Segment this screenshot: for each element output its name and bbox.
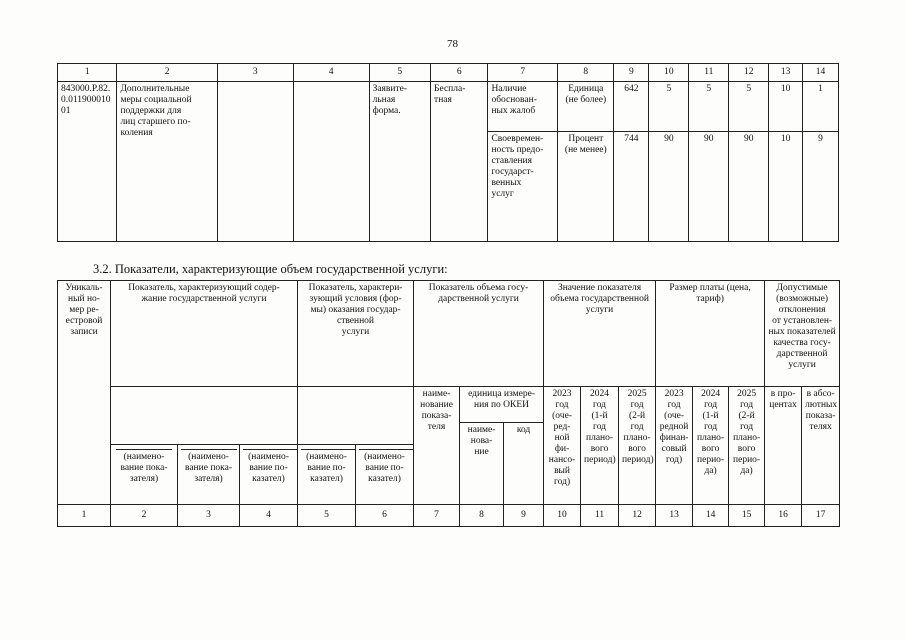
blank-line [301,449,356,450]
content-subheader: (наимено- вание по- казател) [240,445,298,505]
section-title: 3.2. Показатели, характеризующие объем государственной услуги: [93,262,448,276]
deviation-absolute-header: в абсо- лютных показа- телях [802,387,840,505]
value-2024: 90 [689,132,729,242]
content-cell-empty [293,82,369,242]
col-number: 6 [356,505,414,527]
col-number: 3 [217,64,293,82]
okei-code: 744 [614,132,649,242]
col-number: 7 [488,64,558,82]
registry-number: 843000.Р.82. 0.011900010 01 [58,82,117,242]
unit-code-header: код [504,423,544,505]
blank-line [116,449,172,450]
col-number: 8 [460,505,504,527]
conditions-header-spacer [298,387,414,445]
unit-header: единица измере- ния по ОКЕИ [460,387,544,423]
col-number: 7 [414,505,460,527]
header-row [58,281,840,387]
deviation-percent-header: в про- центах [765,387,802,505]
col-number: 11 [689,64,729,82]
col-number: 11 [581,505,619,527]
blank-line [181,449,237,450]
col-number: 17 [802,505,840,527]
page-number: 78 [447,38,458,50]
content-header-spacer [111,387,298,445]
deviation-percent: 10 [769,132,803,242]
col-number: 14 [803,64,839,82]
value-2024: 5 [689,82,729,132]
service-name: Дополнительные меры социальной поддержки для лиц старшего по- коления [117,82,217,242]
indicator-unit: Процент (не менее) [558,132,614,242]
indicator-name: Наличие обоснован- ных жалоб [488,82,558,132]
content-cell-empty [217,82,293,242]
value-2023-header: 2023 год (оче- ред- ной фи- нансо- вый год) [544,387,581,505]
header-row [58,387,840,423]
fee-2025-header: 2025 год (2-й год плано- вого перио- да) [729,387,765,505]
volume-indicators-table [57,280,840,527]
column-number-row [58,505,840,527]
value-2025: 90 [729,132,769,242]
col-number: 2 [117,64,217,82]
deviation-absolute: 9 [803,132,839,242]
quality-indicators-table [57,63,839,242]
unique-number-header: Уникаль- ный но- мер ре- естровой записи [58,281,111,505]
conditions-subheader: (наимено- вание по- казател) [298,445,356,505]
col-number: 14 [693,505,729,527]
indicator-unit: Единица (не более) [558,82,614,132]
col-number: 4 [293,64,369,82]
col-number: 13 [769,64,803,82]
blank-line [243,449,298,450]
column-number-row [58,64,839,82]
col-number: 1 [58,505,111,527]
unit-name-header: наиме- нова- ние [460,423,504,505]
col-number: 2 [111,505,178,527]
col-number: 6 [431,64,488,82]
fee-2023-header: 2023 год (оче- редной финан- совый год) [656,387,693,505]
service-form: Заявите- льная форма. [369,82,430,242]
col-number: 9 [614,64,649,82]
value-2023: 90 [649,132,689,242]
col-number: 4 [240,505,298,527]
deviation-header: Допустимые (возможные) отклонения от установлен- ных показателей качества госу- дарственной услуги [765,281,840,387]
col-number: 5 [298,505,356,527]
col-number: 1 [58,64,117,82]
value-header: Значение показателя объема государственной услуги [544,281,656,387]
content-subheader: (наимено- вание пока- зателя) [111,445,178,505]
col-number: 5 [369,64,430,82]
deviation-absolute: 1 [803,82,839,132]
volume-header: Показатель объема госу- дарственной услуги [414,281,544,387]
col-number: 9 [504,505,544,527]
indicator-name-header: наиме- нование показа- теля [414,387,460,505]
table-row [58,82,839,132]
blank-line [359,449,414,450]
conditions-subheader: (наимено- вание по- казател) [356,445,414,505]
service-payment: Беспла- тная [431,82,488,242]
value-2024-header: 2024 год (1-й год плано- вого период) [581,387,619,505]
okei-code: 642 [614,82,649,132]
col-number: 12 [729,64,769,82]
content-header: Показатель, характеризующий содер- жание государственной услуги [111,281,298,387]
col-number: 15 [729,505,765,527]
content-subheader: (наимено- вание пока- зателя) [178,445,240,505]
indicator-name: Своевремен- ность предо- ставления государст- венных услуг [488,132,558,242]
col-number: 3 [178,505,240,527]
deviation-percent: 10 [769,82,803,132]
col-number: 12 [619,505,656,527]
fee-2024-header: 2024 год (1-й год плано- вого перио- да) [693,387,729,505]
value-2023: 5 [649,82,689,132]
col-number: 13 [656,505,693,527]
col-number: 8 [558,64,614,82]
fee-header: Размер платы (цена, тариф) [656,281,765,387]
conditions-header: Показатель, характери- зующий условия (фор- мы) оказания государ- ственной услуги [298,281,414,387]
col-number: 10 [649,64,689,82]
value-2025: 5 [729,82,769,132]
col-number: 16 [765,505,802,527]
col-number: 10 [544,505,581,527]
value-2025-header: 2025 год (2-й год плано- вого период) [619,387,656,505]
